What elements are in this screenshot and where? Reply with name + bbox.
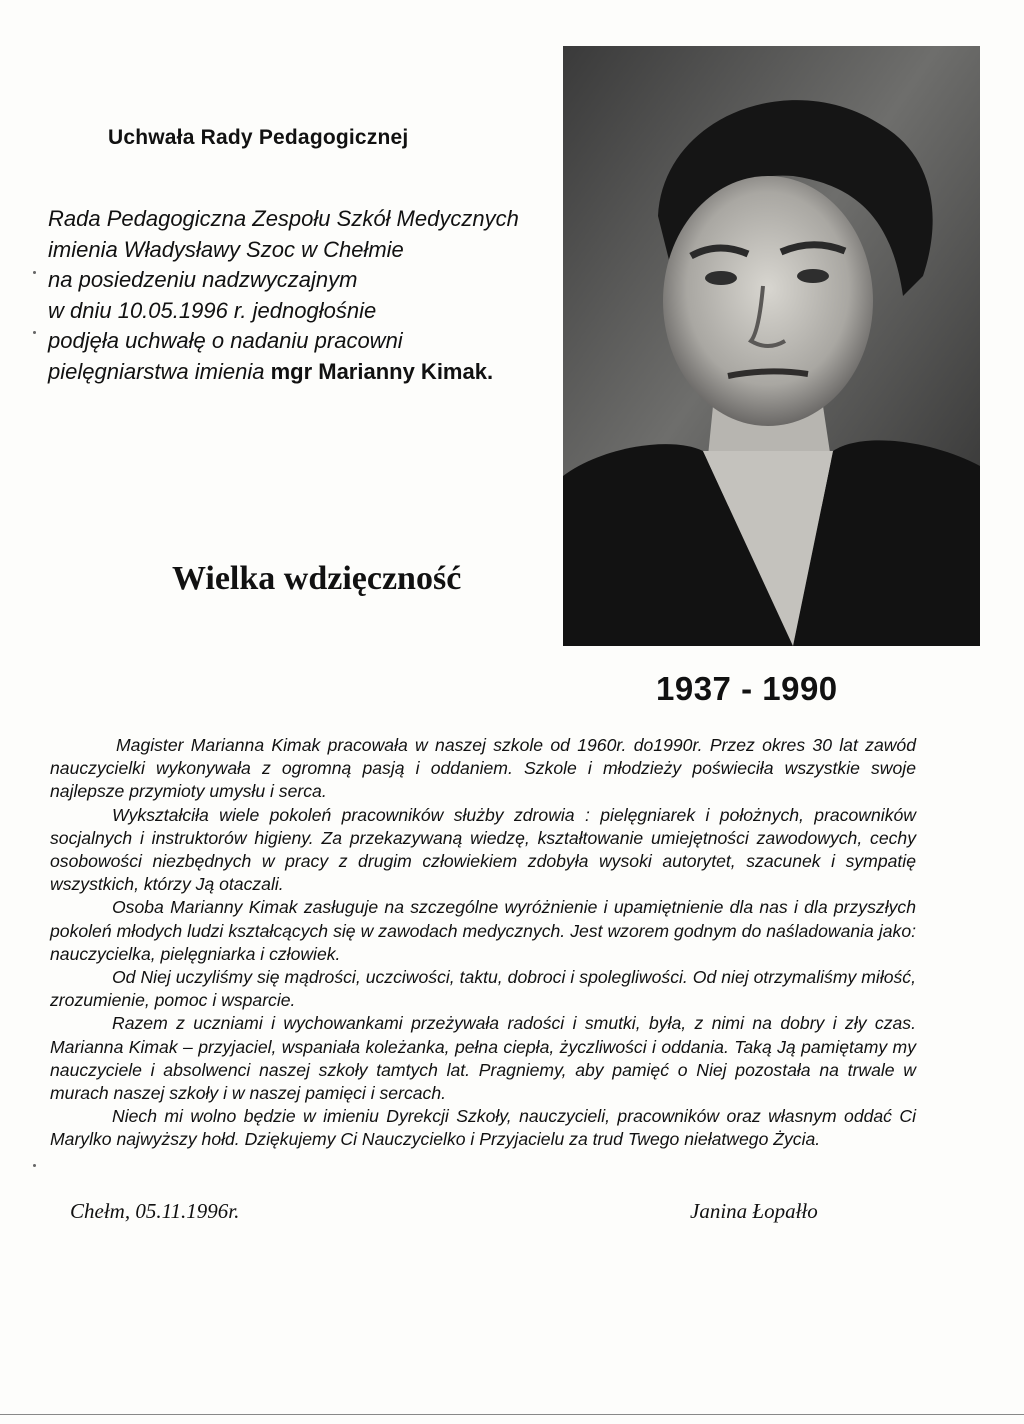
author-signature: Janina Łopałło: [690, 1199, 818, 1223]
scan-speck: [33, 1164, 36, 1167]
resolution-line: podjęła uchwałę o nadaniu pracowni: [48, 328, 403, 353]
headline: Wielka wdzięczność: [172, 560, 462, 597]
portrait-photo: [563, 46, 980, 646]
scan-speck: [33, 331, 36, 334]
tribute-paragraph: Wykształciła wiele pokoleń pracowników służby zdrowia : pielęgniarek i położnych, pracowników socjalnych i instruktorów higieny. Za przekazywaną wiedzę, kształtowanie umiejętności zawodowych, cechy osobowości niezbędnych w pracy z drugim człowiekiem zdobyła wysoki autorytet, szacunek i sympatię wszystkich, którzy Ją otaczali.: [50, 804, 916, 895]
life-years: 1937 - 1990: [656, 670, 838, 707]
resolution-line: [48, 357, 568, 388]
tribute-paragraph: Osoba Marianny Kimak zasługuje na szczególne wyróżnienie i upamiętnienie dla nas i dla przyszłych pokoleń młodych ludzi kształcących się w zawodach medycznych. Jest wzorem godnym do naśladowania jako: nauczycielka, pielęgniarka i człowiek.: [50, 897, 916, 964]
resolution-line: w dniu 10.05.1996 r. jednogłośnie: [48, 297, 377, 323]
resolution-line: imienia Władysławy Szoc w Chełmie: [48, 236, 404, 262]
portrait-photo-icon: [563, 46, 980, 646]
tribute-paragraph: Razem z uczniami i wychowankami przeżywała radości i smutki, była, z nimi na dobry i zły czas. Marianna Kimak – przyjaciel, wspaniała koleżanka, pełna ciepła, życzliwości i oddania. Taką Ją pamiętamy my nauczyciele i absolwenci naszej szkoły tamtych lat. Pragniemy, aby pamięć o Niej pozostała na trwale w murach naszej szkoły i w naszej pamięci i sercach.: [50, 1013, 916, 1104]
tribute-paragraph: Od Niej uczyliśmy się mądrości, uczciwości, taktu, dobroci i spolegliwości. Od niej otrzymaliśmy miłość, zrozumienie, pomoc i wsparcie.: [50, 967, 916, 1011]
resolution-text: [48, 204, 568, 387]
tribute-paragraph: Magister Marianna Kimak pracowała w naszej szkole od 1960r. do1990r. Przez okres 30 lat zawód nauczycielki wykonywała z ogromną pasją i oddaniem. Szkole i młodzieży poświeciła wszystkie swoje najlepsze przymioty umysłu i serca.: [50, 735, 916, 802]
resolution-line-start: pielęgniarstwa imienia: [48, 358, 271, 384]
place-and-date: Chełm, 05.11.1996r.: [70, 1199, 240, 1223]
tribute-text: [50, 734, 916, 1152]
resolution-line: Rada Pedagogiczna Zespołu Szkół Medycznych: [48, 206, 519, 231]
tribute-paragraph: Niech mi wolno będzie w imieniu Dyrekcji Szkoły, nauczycieli, pracowników oraz własnym oddać Ci Marylko najwyższy hołd. Dziękujemy Ci Nauczycielko i Przyjacielu za trud Twego niełatwego Życia.: [50, 1106, 916, 1150]
honoree-name: mgr Marianny Kimak.: [270, 358, 494, 384]
resolution-title: Uchwała Rady Pedagogicznej: [108, 126, 409, 149]
resolution-line: na posiedzeniu nadzwyczajnym: [48, 267, 358, 292]
scan-speck: [33, 271, 36, 274]
scan-edge-line: [0, 1414, 1024, 1415]
